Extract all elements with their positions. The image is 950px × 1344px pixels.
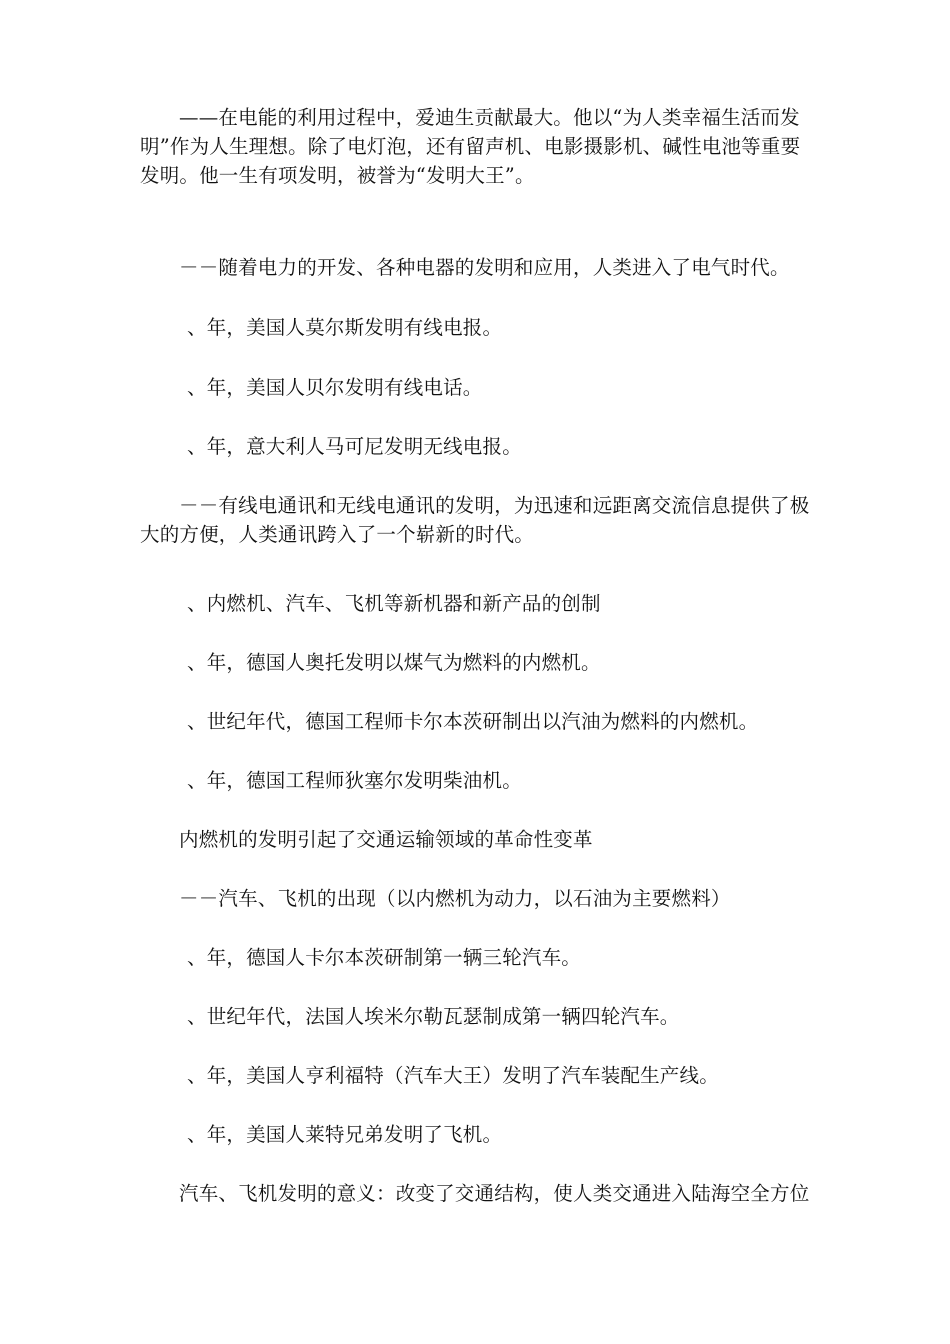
paragraph-transport-revolution: 内燃机的发明引起了交通运输领域的革命性变革 — [179, 828, 593, 851]
list-item-marconi-radio: 、年，意大利人马可尼发明无线电报。 — [187, 435, 522, 458]
list-item-morse-telegraph: 、年，美国人莫尔斯发明有线电报。 — [187, 316, 503, 339]
list-item-ford-assembly-line: 、年，美国人亨利福特（汽车大王）发明了汽车装配生产线。 — [187, 1064, 719, 1087]
paragraph-communication: －－有线电通讯和无线电通讯的发明，为迅速和远距离交流信息提供了极大的方便，人类通讯跨入了一个崭新的时代。 — [140, 494, 810, 546]
list-item-otto-engine: 、年，德国人奥托发明以煤气为燃料的内燃机。 — [187, 651, 601, 674]
list-item-four-wheel-car: 、世纪年代，法国人埃米尔勒瓦瑟制成第一辆四轮汽车。 — [187, 1005, 680, 1028]
list-item-wright-brothers: 、年，美国人莱特兄弟发明了飞机。 — [187, 1123, 503, 1146]
list-item-benz-tricycle: 、年，德国人卡尔本茨研制第一辆三轮汽车。 — [187, 946, 582, 969]
paragraph-edison: ——在电能的利用过程中，爱迪生贡献最大。他以“为人类幸福生活而发明”作为人生理想。除了电灯泡，还有留声机、电影摄影机、碱性电池等重要发明。他一生有项发明，被誉为“发明大王”。 — [140, 106, 801, 187]
list-item-bell-telephone: 、年，美国人贝尔发明有线电话。 — [187, 376, 483, 399]
list-item-benz-engine: 、世纪年代，德国工程师卡尔本茨研制出以汽油为燃料的内燃机。 — [187, 710, 759, 733]
paragraph-cars-planes: －－汽车、飞机的出现（以内燃机为动力，以石油为主要燃料） — [179, 887, 731, 910]
section-heading-new-machines: 、内燃机、汽车、飞机等新机器和新产品的创制 — [187, 592, 601, 615]
list-item-diesel-engine: 、年，德国工程师狄塞尔发明柴油机。 — [187, 769, 522, 792]
paragraph-significance: 汽车、飞机发明的意义：改变了交通结构，使人类交通进入陆海空全方位 — [179, 1182, 810, 1205]
paragraph-electric-age: －－随着电力的开发、各种电器的发明和应用，人类进入了电气时代。 — [179, 256, 790, 279]
